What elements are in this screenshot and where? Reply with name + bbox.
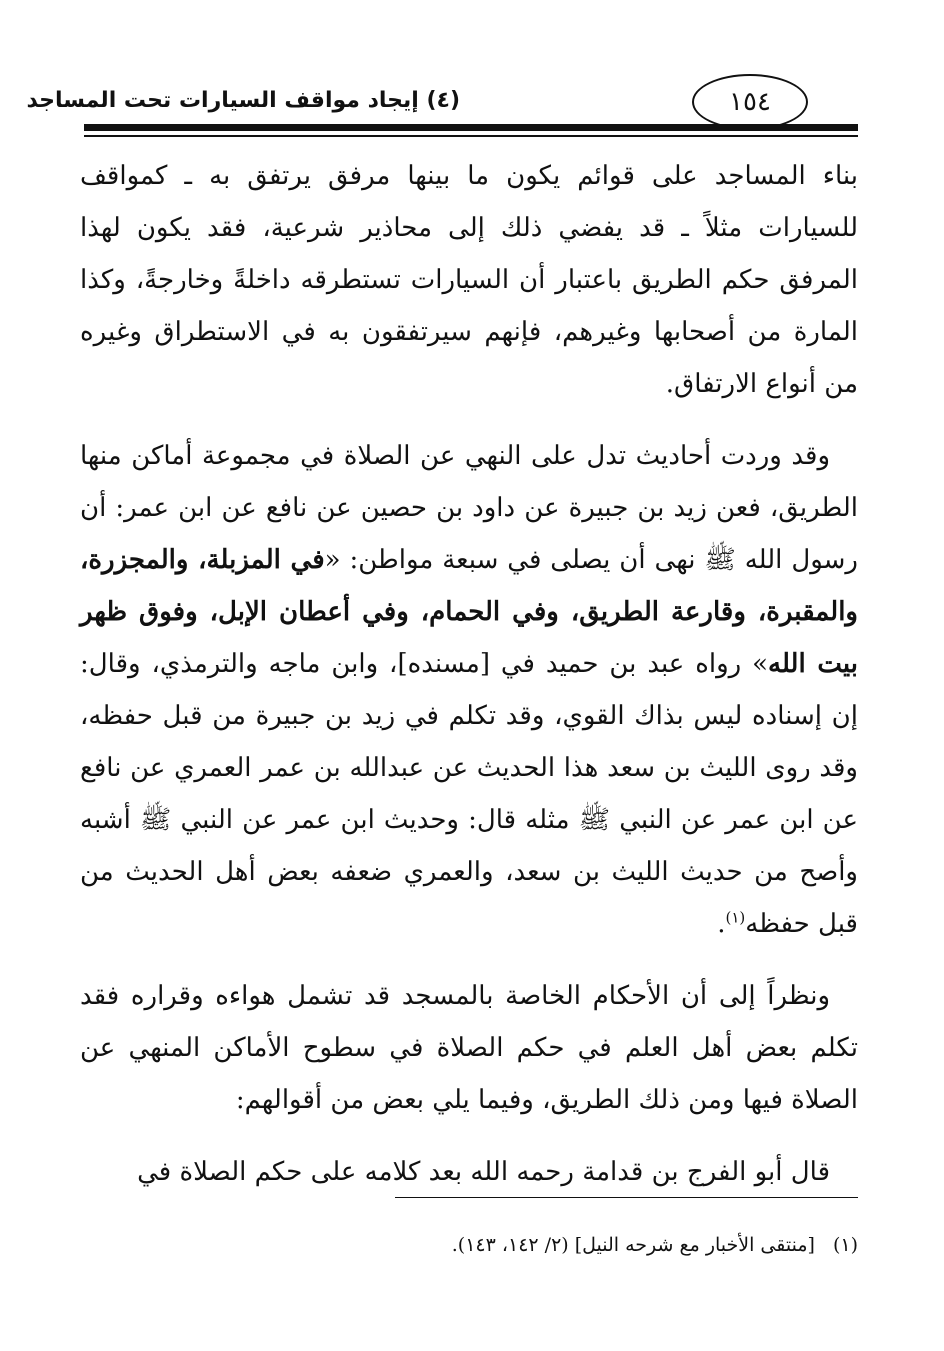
paragraph-4: قال أبو الفرج بن قدامة رحمه الله بعد كلامه على حكم الصلاة في <box>137 1157 830 1187</box>
footnote-text: [منتقى الأخبار مع شرحه النيل] (٢/ ١٤٢، ١٤٣). <box>451 1234 815 1256</box>
footnote-reference[interactable]: (١) <box>725 908 746 927</box>
paragraph-2-text-b: » رواه عبد بن حميد في [مسنده]، وابن ماجه والترمذي، وقال: إن إسناده ليس بذاك القوي، وقد تكلم في زيد بن جبيرة من قبل حفظه، وقد روى الليث بن سعد هذا الحديث عن عبدالله بن عمر العمري عن نافع عن ابن عمر عن النبي ﷺ مثله قال: وحديث ابن عمر عن النبي ﷺ أشبه وأصح من حديث الليث بن سعد، والعمري ضعفه بعض أهل الحديث من قبل حفظه <box>80 649 858 939</box>
footnote-marker: (١) <box>832 1234 858 1256</box>
header-rule-thick <box>84 124 858 131</box>
paragraph-1: بناء المساجد على قوائم يكون ما بينها مرفق يرتفق به ـ كمواقف للسيارات مثلاً ـ قد يفضي ذلك إلى محاذير شرعية، فقد يكون لهذا المرفق حكم الطريق باعتبار أن السيارات تستطرقه داخلةً وخارجةً، وكذا المارة من أصحابها وغيرهم، فإنهم سيرتفقون به في الاستطراق وغيره من أنواع الارتفاق. <box>80 161 858 399</box>
paragraph-3: ونظراً إلى أن الأحكام الخاصة بالمسجد قد تشمل هواءه وقراره فقد تكلم بعض أهل العلم في حكم الصلاة في سطوح الأماكن المنهي عن الصلاة فيها ومن ذلك الطريق، وفيما يلي بعض من أقوالهم: <box>80 981 858 1115</box>
footnote-separator <box>395 1197 858 1198</box>
running-title: (٤) إيجاد مواقف السيارات تحت المساجد <box>26 88 460 113</box>
hadith-quote: في المزبلة، والمجزرة، والمقبرة، وقارعة الطريق، وفي الحمام، وفي أعطان الإبل، وفوق ظهر بيت الله <box>80 545 858 679</box>
paragraph-2-text-a: وقد وردت أحاديث تدل على النهي عن الصلاة في مجموعة أماكن منها الطريق، فعن زيد بن جبيرة عن داود بن حصين عن نافع عن ابن عمر: أن رسول الله ﷺ نهى أن يصلى في سبعة مواطن: « <box>80 441 858 575</box>
header-rule-thin <box>84 135 858 137</box>
page-number: ١٥٤ <box>692 74 808 130</box>
body-text <box>80 150 858 1198</box>
footnote <box>300 1230 858 1260</box>
paragraph-2-end: . <box>717 909 726 939</box>
paragraph-2 <box>80 430 858 950</box>
